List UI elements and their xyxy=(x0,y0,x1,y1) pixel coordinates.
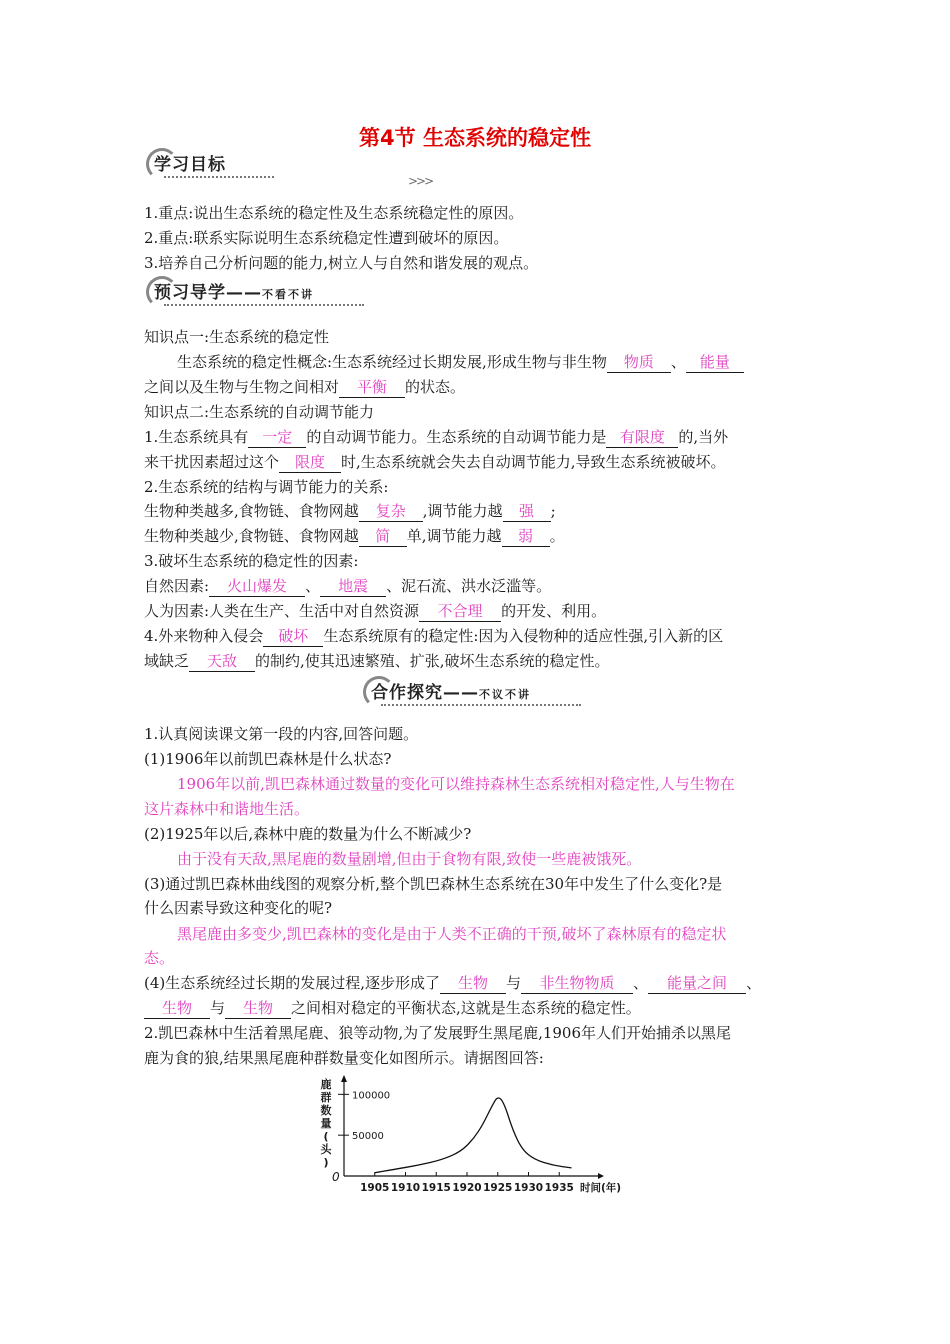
text: 、 xyxy=(633,974,649,992)
deer-population-chart xyxy=(300,1072,640,1200)
kp2-line xyxy=(144,525,565,547)
answer-blank: 非生物物质 xyxy=(521,974,633,994)
text: 时,生态系统就会失去自动调节能力,导致生态系统被破坏。 xyxy=(341,453,726,471)
y-tick-label: 100000 xyxy=(352,1090,391,1102)
kp1-line xyxy=(144,376,465,398)
text: 1.生态系统具有 xyxy=(144,428,249,446)
text: 与 xyxy=(506,974,522,992)
section-label-sub: 不看不讲 xyxy=(262,288,314,301)
goal-item: 2.重点:联系实际说明生态系统稳定性遭到破坏的原因。 xyxy=(144,229,509,247)
text: 域缺乏 xyxy=(144,652,190,670)
question: (2)1925年以后,森林中鹿的数量为什么不断减少? xyxy=(144,825,472,843)
kp2-line xyxy=(144,625,723,647)
x-tick-label: 1910 xyxy=(390,1182,421,1194)
text: 生态系统的稳定性概念:生态系统经过长期发展,形成生物与非生物 xyxy=(177,353,607,371)
answer-blank: 物质 xyxy=(607,353,671,373)
kp1-heading: 知识点一:生态系统的稳定性 xyxy=(144,328,330,346)
x-tick-label: 1920 xyxy=(452,1182,482,1194)
question xyxy=(144,997,641,1019)
text: 、 xyxy=(670,353,686,371)
text: ; xyxy=(550,502,556,520)
y-axis-label-char: 鹿 xyxy=(320,1078,332,1091)
kp2-line xyxy=(144,575,551,597)
section-label-sub: 不议不讲 xyxy=(479,688,531,701)
question: (3)通过凯巴森林曲线图的观察分析,整个凯巴森林生态系统在30年中发生了什么变化?是 xyxy=(144,875,723,893)
answer-blank: 平衡 xyxy=(339,378,405,398)
y-axis-label-char: ) xyxy=(323,1156,329,1169)
answer-blank: 天敌 xyxy=(189,652,255,672)
goal-item: 3.培养自己分析问题的能力,树立人与自然和谐发展的观点。 xyxy=(144,254,539,272)
answer-text: 由于没有天敌,黑尾鹿的数量剧增,但由于食物有限,致使一些鹿被饿死。 xyxy=(177,850,642,868)
text: 生物种类越少,食物链、食物网越 xyxy=(144,527,359,545)
population-curve xyxy=(375,1098,572,1173)
kp2-line xyxy=(144,500,556,522)
text: 人为因素:人类在生产、生活中对自然资源 xyxy=(144,602,420,620)
answer-blank: 复杂 xyxy=(359,502,423,522)
kp2-heading: 知识点二:生态系统的自动调节能力 xyxy=(144,403,375,421)
dotted-rule xyxy=(381,704,581,710)
section-label-main: 合作探究 xyxy=(371,683,443,703)
answer-blank: 不合理 xyxy=(419,602,501,622)
answer-blank: 一定 xyxy=(248,428,306,448)
question: 鹿为食的狼,结果黑尾鹿种群数量变化如图所示。请据图回答: xyxy=(144,1049,544,1067)
answer-blank: 有限度 xyxy=(606,428,678,448)
text: 的开发、利用。 xyxy=(501,602,607,620)
answer-blank: 生物 xyxy=(144,999,210,1019)
text: 、 xyxy=(305,577,321,595)
x-tick-label: 1935 xyxy=(544,1182,574,1194)
text: 生态系统原有的稳定性:因为入侵物种的适应性强,引入新的区 xyxy=(323,627,724,645)
section-header-goals xyxy=(146,148,433,188)
x-tick-label: 1930 xyxy=(513,1182,544,1194)
y-axis-label-char: 头 xyxy=(320,1143,332,1156)
question: 什么因素导致这种变化的呢? xyxy=(144,899,333,917)
kp2-line xyxy=(144,650,610,672)
section-label: 学习目标 xyxy=(154,155,226,175)
section-label-dash: —— xyxy=(226,283,262,303)
kp2-line xyxy=(144,451,726,473)
section-label-dash: —— xyxy=(443,683,479,703)
question: (1)1906年以前凯巴森林是什么状态? xyxy=(144,750,392,768)
y-axis-label-char: 量 xyxy=(320,1117,332,1130)
text: 。 xyxy=(549,527,565,545)
text: 生物种类越多,食物链、食物网越 xyxy=(144,502,359,520)
section-header-coop xyxy=(363,676,593,710)
text: 、泥石流、洪水泛滥等。 xyxy=(386,577,552,595)
y-axis-label-char: 数 xyxy=(320,1104,332,1117)
answer-blank: 简 xyxy=(359,527,407,547)
text: 、 xyxy=(746,974,762,992)
question xyxy=(144,972,761,994)
answer-blank: 火山爆发 xyxy=(209,577,305,597)
section-header-preview xyxy=(146,276,376,310)
dotted-rule xyxy=(164,304,364,310)
goal-item: 1.重点:说出生态系统的稳定性及生态系统稳定性的原因。 xyxy=(144,204,524,222)
text: (4)生态系统经过长期的发展过程,逐步形成了 xyxy=(144,974,441,992)
kp2-line: 3.破坏生态系统的稳定性的因素: xyxy=(144,552,359,570)
x-tick-label: 1905 xyxy=(360,1182,390,1194)
text: 自然因素: xyxy=(144,577,210,595)
y-axis-arrow xyxy=(341,1075,347,1082)
section-label-main: 预习导学 xyxy=(154,283,226,303)
kp2-line xyxy=(144,600,606,622)
answer-blank: 限度 xyxy=(279,453,341,473)
text: 的自动调节能力。生态系统的自动调节能力是 xyxy=(306,428,607,446)
text: 的制约,使其迅速繁殖、扩张,破坏生态系统的稳定性。 xyxy=(255,652,610,670)
origin-label: 0 xyxy=(332,1170,340,1184)
text: 与 xyxy=(210,999,226,1017)
arrows-decoration: >>> xyxy=(408,174,433,188)
page-title: 第4节 生态系统的稳定性 xyxy=(359,126,591,150)
answer-blank: 破坏 xyxy=(263,627,323,647)
text: 的,当外 xyxy=(678,428,729,446)
y-axis-label-char: ( xyxy=(323,1130,329,1143)
answer-blank: 弱 xyxy=(502,527,550,547)
answer-blank: 生物 xyxy=(440,974,506,994)
answer-blank: 能量之间 xyxy=(648,974,746,994)
kp2-line: 2.生态系统的结构与调节能力的关系: xyxy=(144,478,389,496)
answer-text: 态。 xyxy=(144,949,175,967)
kp2-line xyxy=(144,426,728,448)
answer-blank: 生物 xyxy=(225,999,291,1019)
text: 来干扰因素超过这个 xyxy=(144,453,280,471)
answer-blank: 能量 xyxy=(686,353,744,373)
text: 单,调节能力越 xyxy=(406,527,502,545)
y-axis-label-char: 群 xyxy=(320,1091,332,1104)
text: 之间以及生物与生物之间相对 xyxy=(144,378,340,396)
x-axis-arrow xyxy=(598,1173,604,1179)
question: 1.认真阅读课文第一段的内容,回答问题。 xyxy=(144,725,419,743)
question: 2.凯巴森林中生活着黑尾鹿、狼等动物,为了发展野生黑尾鹿,1906年人们开始捕杀以黑尾 xyxy=(144,1024,732,1042)
text: 之间相对稳定的平衡状态,这就是生态系统的稳定性。 xyxy=(291,999,641,1017)
section-label xyxy=(371,678,531,703)
text: ,调节能力越 xyxy=(422,502,503,520)
x-tick-label: 1915 xyxy=(421,1182,451,1194)
dotted-rule xyxy=(164,176,274,182)
text: 的状态。 xyxy=(405,378,466,396)
text: 4.外来物种入侵会 xyxy=(144,627,264,645)
answer-text: 1906年以前,凯巴森林通过数量的变化可以维持森林生态系统相对稳定性,人与生物在 xyxy=(177,775,735,793)
answer-text: 这片森林中和谐地生活。 xyxy=(144,800,310,818)
kp1-line xyxy=(177,351,744,373)
x-tick-label: 1925 xyxy=(483,1182,513,1194)
x-axis-label: 时间(年) xyxy=(580,1182,622,1194)
answer-blank: 强 xyxy=(503,502,551,522)
section-label xyxy=(154,278,314,303)
answer-text: 黑尾鹿由多变少,凯巴森林的变化是由于人类不正确的干预,破坏了森林原有的稳定状 xyxy=(177,925,727,943)
answer-blank: 地震 xyxy=(320,577,386,597)
y-tick-label: 50000 xyxy=(352,1131,384,1143)
